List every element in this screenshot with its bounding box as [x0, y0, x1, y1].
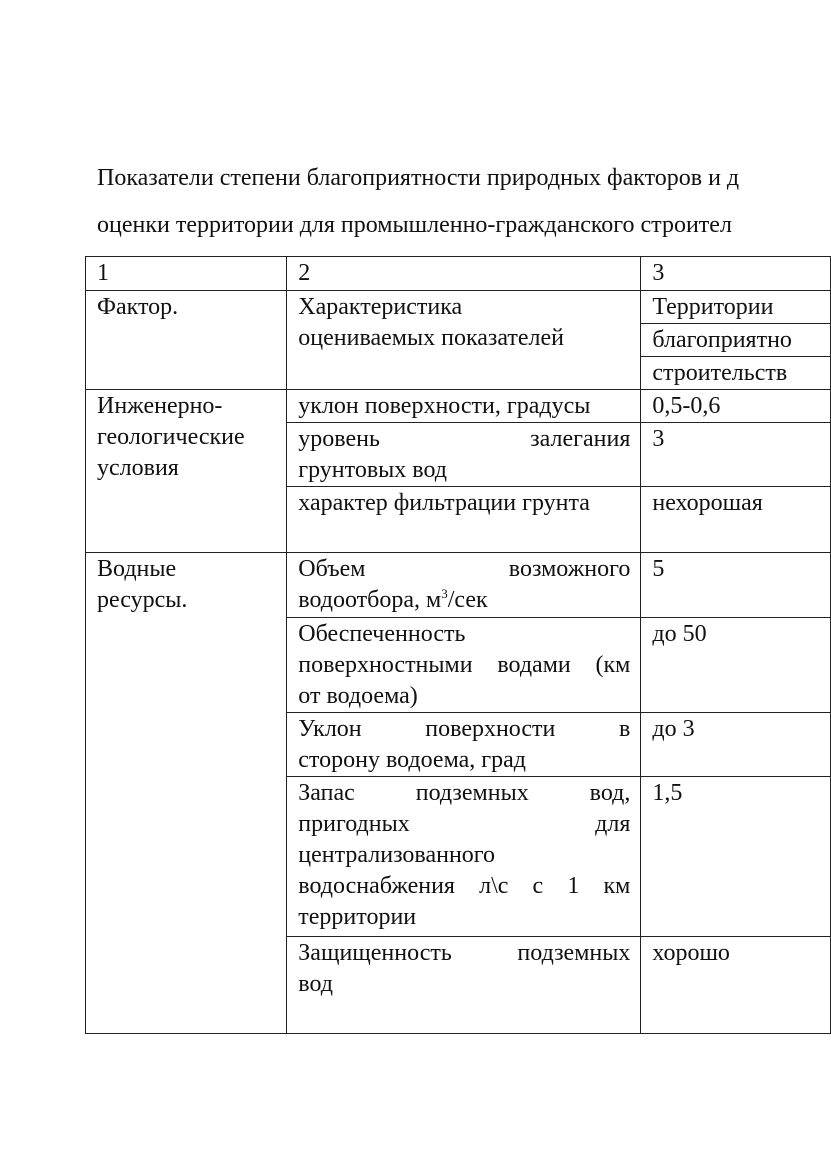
value-cell: нехорошая — [641, 487, 831, 553]
characteristic-line: от водоема) — [298, 683, 418, 709]
value-cell: 5 — [641, 553, 831, 618]
title-line-1: Показатели степени благоприятности природных факторов и д — [97, 165, 740, 191]
factors-table — [85, 256, 831, 1034]
header-characteristic-line-1: Характеристика — [298, 294, 463, 320]
superscript-3: 3 — [441, 586, 448, 601]
characteristic-line: пригодных для — [298, 811, 631, 837]
header-factor: Фактор. — [97, 294, 179, 320]
column-number-row — [86, 257, 831, 291]
header-factor-cell — [86, 291, 287, 390]
characteristic-line — [298, 585, 630, 616]
table-row — [86, 553, 831, 618]
factor-water-line-2: ресурсы. — [97, 587, 188, 613]
value-cell: 0,5-0,6 — [641, 390, 831, 423]
characteristic-cell: уклон поверхности, градусы — [287, 390, 641, 423]
header-construction: строительств — [641, 357, 831, 390]
header-territories: Территории — [641, 291, 831, 324]
characteristic-line: Запас подземных вод, — [298, 780, 631, 806]
header-row — [86, 291, 831, 324]
factor-water-line-1: Водные — [97, 556, 177, 582]
value-cell: до 3 — [641, 713, 831, 777]
col-number-3: 3 — [641, 257, 831, 291]
characteristic-line: Обеспеченность — [298, 621, 466, 647]
header-characteristic-cell — [287, 291, 641, 390]
characteristic-cell: характер фильтрации грунта — [287, 487, 641, 553]
title-line-2: оценки территории для промышленно-гражданского строител — [97, 212, 732, 238]
characteristic-line: Объем возможного — [298, 556, 631, 582]
value-cell: 1,5 — [641, 777, 831, 937]
characteristic-line: грунтовых вод — [298, 457, 447, 483]
value-cell: до 50 — [641, 618, 831, 713]
factor-engineering-line-2: геологические — [97, 424, 245, 450]
characteristic-line: водоснабжения л\с с 1 км — [298, 873, 631, 899]
characteristic-cell — [287, 423, 641, 487]
table-row — [86, 390, 831, 423]
col-number-2: 2 — [287, 257, 641, 291]
header-favorable: благоприятно — [641, 324, 831, 357]
value-cell: 3 — [641, 423, 831, 487]
characteristic-line: поверхностными водами (км — [298, 652, 631, 678]
characteristic-line: вод — [298, 971, 333, 997]
characteristic-cell — [287, 618, 641, 713]
col-number-1: 1 — [86, 257, 287, 291]
characteristic-line: Уклон поверхности в — [298, 716, 631, 742]
characteristic-line: уровень залегания — [298, 426, 631, 452]
characteristic-line: территории — [298, 904, 417, 930]
characteristic-cell — [287, 937, 641, 1034]
characteristic-text: водоотбора, м — [298, 587, 442, 613]
characteristic-cell — [287, 553, 641, 618]
characteristic-line: Защищенность подземных — [298, 940, 631, 966]
factor-engineering-line-1: Инженерно- — [97, 393, 223, 419]
characteristic-cell — [287, 777, 641, 937]
characteristic-text: /сек — [447, 587, 488, 613]
factor-cell-water — [86, 553, 287, 1034]
characteristic-line: сторону водоема, град — [298, 747, 526, 773]
header-characteristic-line-2: оцениваемых показателей — [298, 325, 565, 351]
factor-engineering-line-3: условия — [97, 455, 179, 481]
factor-cell-engineering — [86, 390, 287, 553]
value-cell: хорошо — [641, 937, 831, 1034]
characteristic-line: централизованного — [298, 842, 496, 868]
characteristic-cell — [287, 713, 641, 777]
